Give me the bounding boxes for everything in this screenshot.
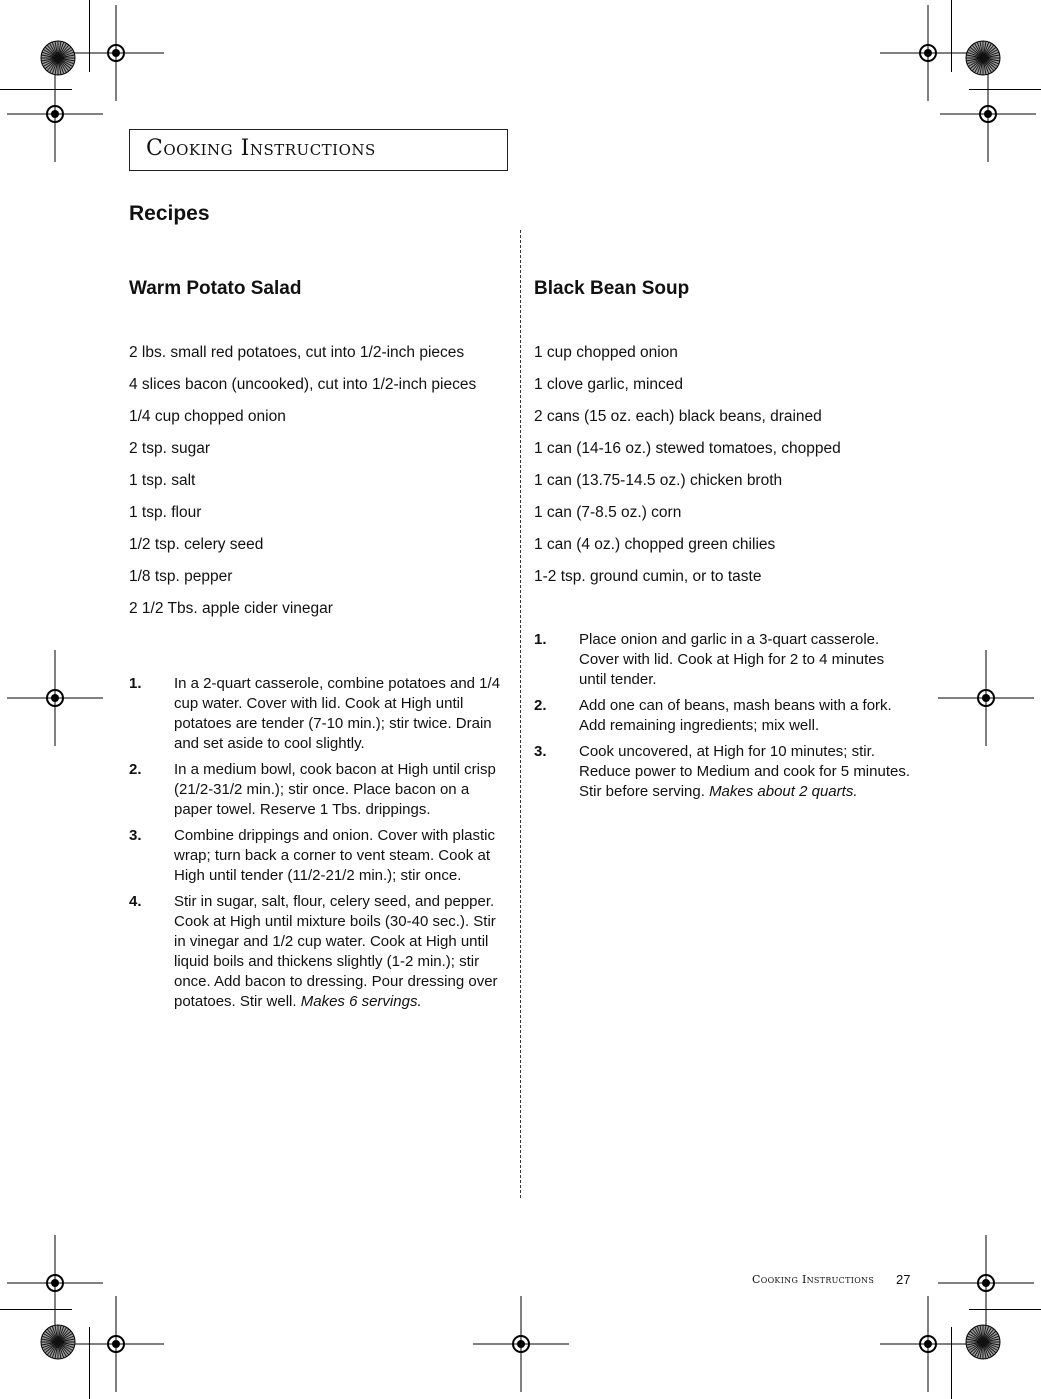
page-number: 27	[896, 1272, 911, 1287]
step-text: Cook uncovered, at High for 10 minutes; stir. Reduce power to Medium and cook for 5 minutes. Stir before serving.	[579, 743, 911, 800]
crop-mark	[969, 1309, 1041, 1310]
ingredient-list	[534, 343, 914, 599]
step-text: Add one can of beans, mash beans with a fork. Add remaining ingredients; mix well.	[579, 697, 892, 734]
step-text: In a medium bowl, cook bacon at High until crisp (21/2-31/2 min.); stir once. Place bacon on a paper towel. Reserve 1 Tbs. drippings.	[174, 761, 496, 818]
step-text: Place onion and garlic in a 3-quart casserole. Cover with lid. Cook at High for 2 to 4 minutes until tender.	[579, 631, 885, 688]
instruction-steps	[534, 630, 910, 808]
step-number: 2.	[534, 697, 547, 714]
crop-mark	[89, 1327, 90, 1399]
step-text: Stir in sugar, salt, flour, celery seed, and pepper. Cook at High until mixture boils (30-40 sec.). Stir in vinegar and 1/2 cup water. Cook at High until liquid boils and thickens slightly (1-2 min.); stir once. Add bacon to dressing. Pour dressing over potatoes. Stir well.	[174, 893, 498, 1010]
instruction-step	[129, 760, 505, 820]
instruction-step	[534, 742, 910, 802]
yield-note: Makes about 2 quarts.	[709, 783, 858, 800]
ingredient: 1 can (4 oz.) chopped green chilies	[534, 536, 776, 553]
ingredient-list	[129, 343, 509, 631]
ingredient: 1 tsp. flour	[129, 504, 202, 521]
step-number: 3.	[129, 827, 142, 844]
ingredient: 1 cup chopped onion	[534, 344, 678, 361]
ingredient: 2 tsp. sugar	[129, 440, 210, 457]
crop-mark	[0, 89, 72, 90]
ingredient: 1 can (13.75-14.5 oz.) chicken broth	[534, 472, 783, 489]
step-number: 3.	[534, 743, 547, 760]
instruction-step	[129, 892, 505, 1012]
ingredient: 2 lbs. small red potatoes, cut into 1/2-inch pieces	[129, 344, 465, 361]
color-bar-starburst-icon	[40, 40, 76, 76]
section-header-box	[129, 129, 508, 171]
step-number: 4.	[129, 893, 142, 910]
color-bar-starburst-icon	[40, 1324, 76, 1360]
footer-section-label: Cooking Instructions	[752, 1273, 875, 1286]
crop-mark	[969, 89, 1041, 90]
instruction-step	[129, 826, 505, 886]
ingredient: 1 clove garlic, minced	[534, 376, 684, 393]
registration-crosshair-icon	[5, 648, 105, 748]
registration-crosshair-icon	[471, 1294, 571, 1394]
crop-mark	[0, 1309, 72, 1310]
registration-crosshair-icon	[938, 64, 1038, 164]
step-number: 2.	[129, 761, 142, 778]
recipe-warm-potato-salad	[129, 278, 509, 631]
registration-crosshair-icon	[66, 1294, 166, 1394]
color-bar-starburst-icon	[965, 40, 1001, 76]
color-bar-starburst-icon	[965, 1324, 1001, 1360]
crop-mark	[951, 0, 952, 72]
recipe-title: Black Bean Soup	[534, 278, 690, 299]
registration-crosshair-icon	[878, 1294, 978, 1394]
ingredient: 1/2 tsp. celery seed	[129, 536, 264, 553]
recipes-heading: Recipes	[129, 202, 210, 225]
ingredient: 1/4 cup chopped onion	[129, 408, 286, 425]
step-text: In a 2-quart casserole, combine potatoes and 1/4 cup water. Cover with lid. Cook at High until potatoes are tender (7-10 min.); stir twice. Drain and set aside to cool slightly.	[174, 675, 501, 752]
instruction-steps	[129, 674, 505, 1018]
instruction-step	[534, 630, 910, 690]
crop-mark	[951, 1327, 952, 1399]
yield-note: Makes 6 servings.	[300, 993, 422, 1010]
ingredient: 1/8 tsp. pepper	[129, 568, 233, 585]
step-number: 1.	[534, 631, 547, 648]
section-header-title: Cooking Instructions	[146, 136, 376, 161]
step-number: 1.	[129, 675, 142, 692]
ingredient: 4 slices bacon (uncooked), cut into 1/2-inch pieces	[129, 376, 477, 393]
ingredient: 2 1/2 Tbs. apple cider vinegar	[129, 600, 333, 617]
registration-crosshair-icon	[5, 64, 105, 164]
ingredient: 1-2 tsp. ground cumin, or to taste	[534, 568, 762, 585]
recipe-title: Warm Potato Salad	[129, 278, 302, 299]
ingredient: 2 cans (15 oz. each) black beans, drained	[534, 408, 822, 425]
ingredient: 1 can (7-8.5 oz.) corn	[534, 504, 682, 521]
recipe-black-bean-soup	[534, 278, 914, 599]
column-divider	[520, 230, 521, 1198]
step-text: Combine drippings and onion. Cover with plastic wrap; turn back a corner to vent steam. Cook at High until tender (11/2-21/2 min.); stir once.	[174, 827, 496, 884]
crop-mark	[89, 0, 90, 72]
instruction-step	[534, 696, 910, 736]
registration-crosshair-icon	[936, 648, 1036, 748]
ingredient: 1 tsp. salt	[129, 472, 196, 489]
ingredient: 1 can (14-16 oz.) stewed tomatoes, chopped	[534, 440, 841, 457]
instruction-step	[129, 674, 505, 754]
